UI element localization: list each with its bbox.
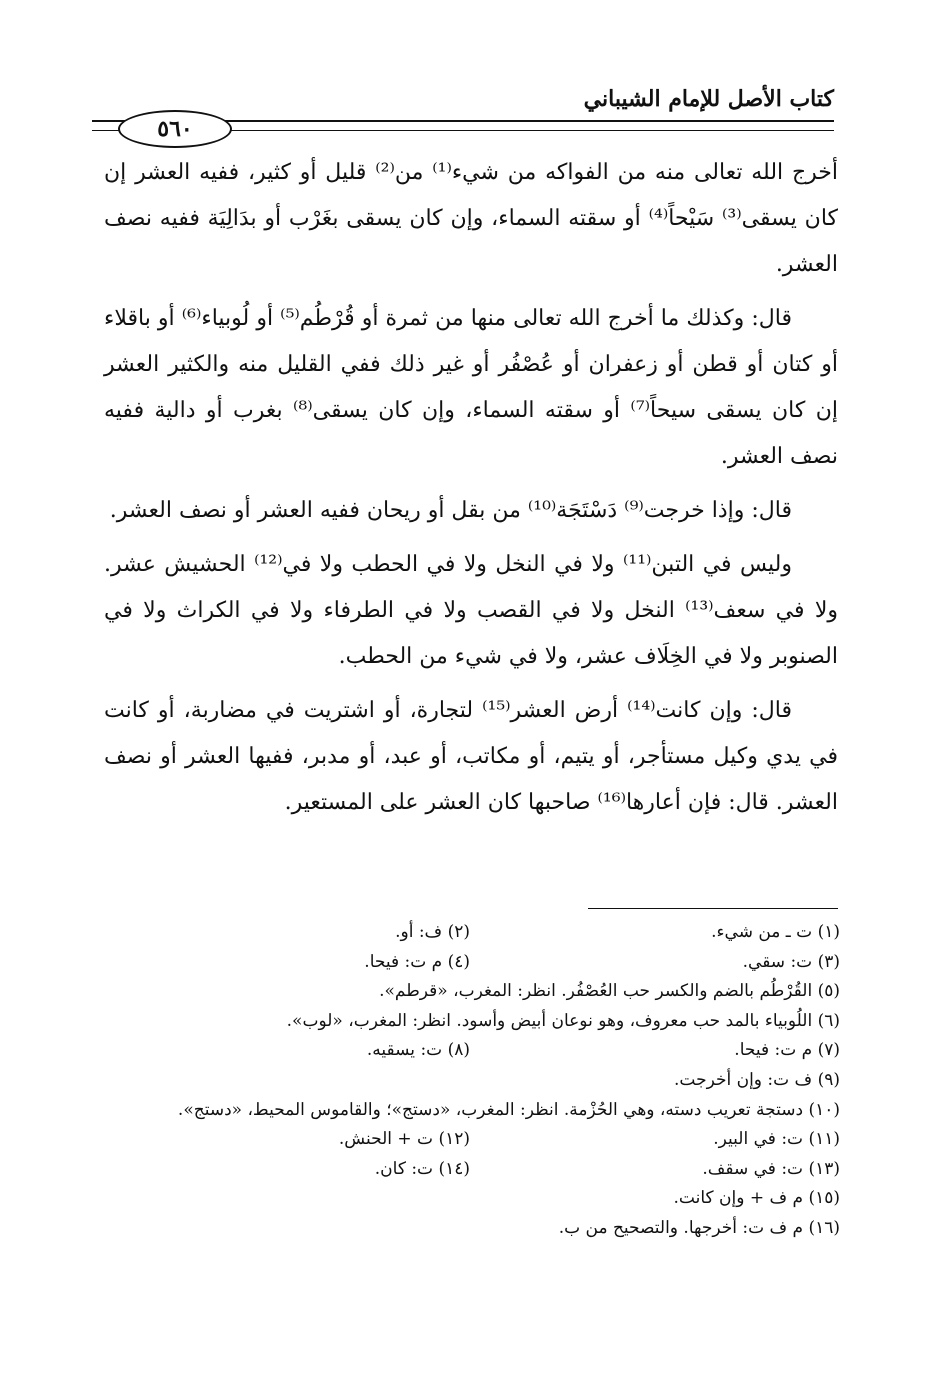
footnote: (٥) القُرْطُم بالضم والكسر حب العُصْفُر. انظر: المغرب، «قرطم». [379, 981, 840, 1002]
footnote: (١٠) دستجة تعريب دسته، وهي الحُزْمة. انظر: المغرب، «دستج»؛ والقاموس المحيط، «دستج». [177, 1099, 840, 1120]
footnote: (١٦) م ف ت: أخرجها. والتصحيح من ب. [558, 1217, 840, 1238]
paragraph: قال: وإن كانت⁽¹⁴⁾ أرض العشر⁽¹⁵⁾ لتجارة، أو اشتريت في مضاربة، أو كانت في يدي وكيل مستأجر، أو يتيم، أو مكاتب، أو عبد، أو مدبر، ففيها العشر أو نصف العشر. قال: فإن أعارها⁽¹⁶⁾ صاحبها كان العشر على المستعير. [104, 698, 838, 815]
footnote-separator [588, 908, 838, 909]
footnote: (١٥) م ف + وإن كانت. [673, 1188, 840, 1209]
footnote: (١١) ت: في البير. [713, 1129, 840, 1150]
footnote: (٧) م ت: فيحا. [734, 1040, 840, 1061]
footnote: (١٤) ت: كان. [374, 1158, 470, 1179]
paragraph: قال: وكذلك ما أخرج الله تعالى منها من ثمرة أو قُرْطُم⁽⁵⁾ أو لُوبياء⁽⁶⁾ أو باقلاء أو كتان أو قطن أو زعفران أو عُصْفُر أو غير ذلك ففي القليل منه والكثير العشر إن كان يسقى سيحاً⁽⁷⁾ أو سقته السماء، وإن كان يسقى⁽⁸⁾ بغرب أو دالية ففيه نصف العشر. [104, 306, 838, 469]
footnote: (٨) ت: يسقيه. [366, 1040, 470, 1061]
paragraph: أخرج الله تعالى منه من الفواكه من شيء⁽¹⁾ من⁽²⁾ قليل أو كثير، ففيه العشر إن كان يسقى⁽³⁾ سَيْحاً⁽⁴⁾ أو سقته السماء، وإن كان يسقى بغَرْب أو بدَالِيَة ففيه نصف العشر. [104, 160, 839, 277]
footnote: (٣) ت: سقي. [742, 951, 840, 972]
footnote-row [92, 948, 840, 978]
paragraph: قال: وإذا خرجت⁽⁹⁾ دَسْتَجَة⁽¹⁰⁾ من بقل أو ريحان ففيه العشر أو نصف العشر. [109, 498, 792, 523]
main-text [104, 150, 838, 834]
footnote: (٤) م ت: فيحا. [364, 951, 470, 972]
footnote: (٢) ف: أو. [395, 922, 470, 942]
paragraph: وليس في التبن⁽¹¹⁾ ولا في النخل ولا في الحطب ولا في⁽¹²⁾ الحشيش عشر. ولا في سعف⁽¹³⁾ النخل ولا في القصب ولا في الطرفاء ولا في الكراث ولا في الصنوبر ولا في الخِلَاف عشر، ولا في شيء من الحطب. [104, 552, 838, 669]
page-number: ٥٦٠ [118, 110, 232, 148]
footnote: (١٢) ت + الحنش. [338, 1129, 470, 1150]
footnote: (١٣) ت: في سقف. [702, 1158, 840, 1179]
running-title: كتاب الأصل للإمام الشيباني [583, 86, 834, 112]
footnote: (١) ت ـ من شيء. [711, 922, 840, 942]
footnote-row [92, 1036, 840, 1066]
footnote-row [92, 918, 840, 948]
footnote-row [92, 1155, 840, 1185]
footnote-row [92, 1125, 840, 1155]
footnote: (٩) ف ت: وإن أخرجت. [673, 1069, 840, 1090]
footnotes [92, 918, 840, 1244]
footnote: (٦) اللُوبياء بالمد حب معروف، وهو نوعان أبيض وأسود. انظر: المغرب، «لوب». [286, 1010, 840, 1031]
